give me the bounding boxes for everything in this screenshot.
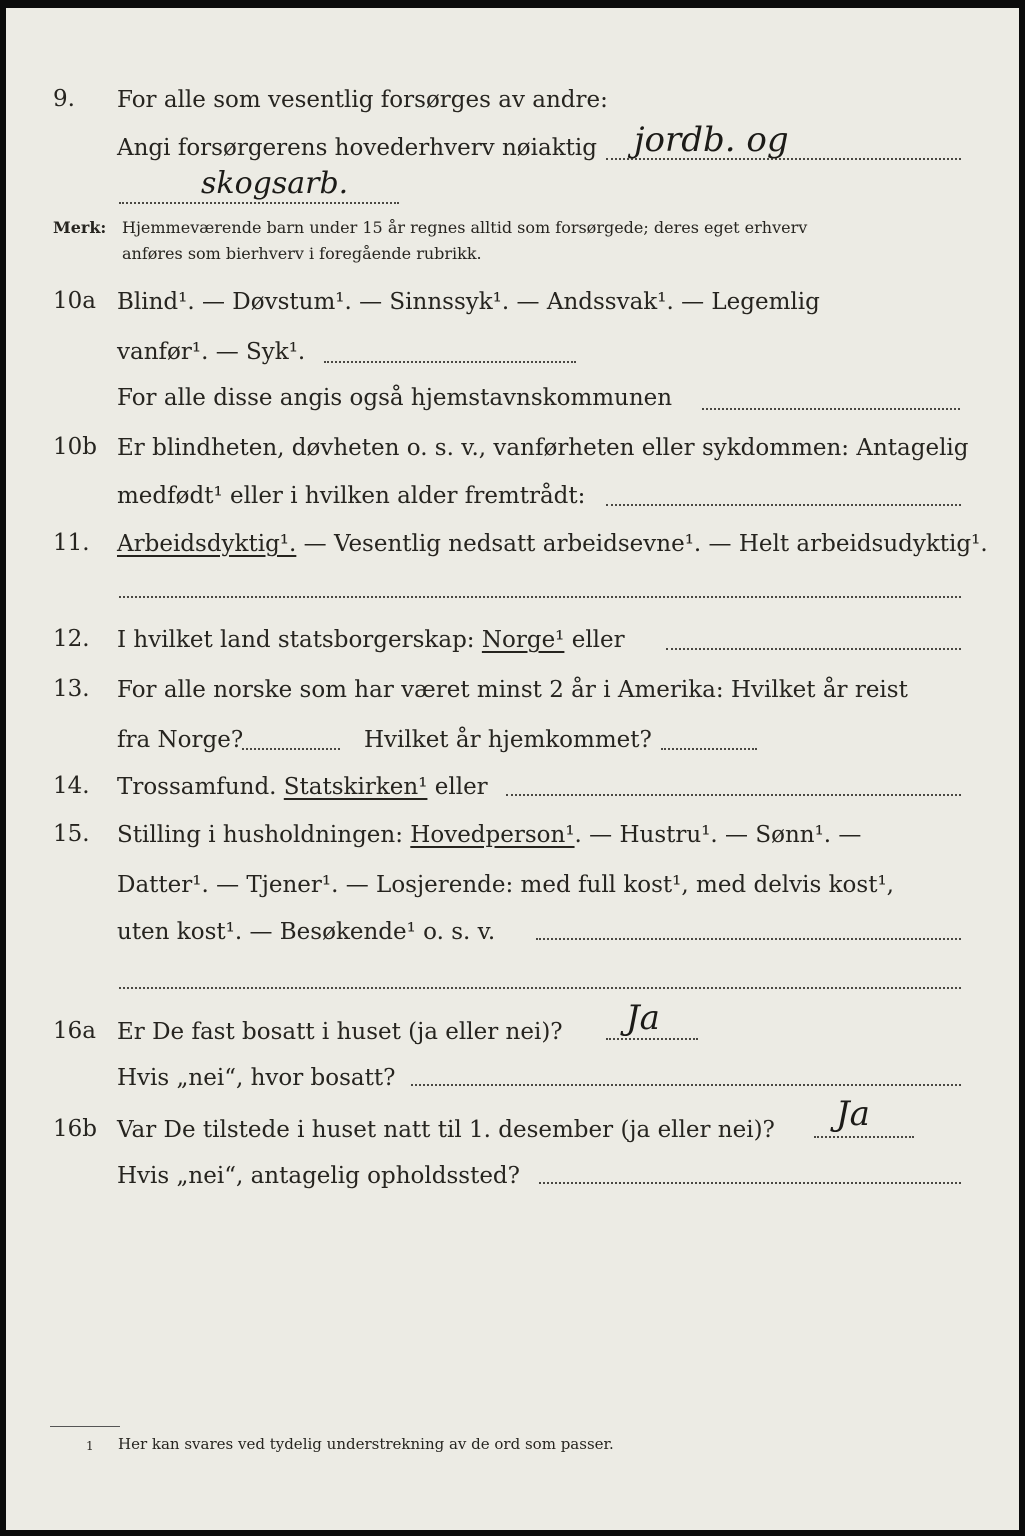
q13-number: 13. — [53, 676, 90, 702]
q11-rest: — Vesentlig nedsatt arbeidsevne¹. — Helt arbeidsudyktig¹. — [296, 531, 988, 557]
q12-pre: I hvilket land statsborgerskap: — [117, 627, 482, 653]
q10b-line2: medfødt¹ eller i hvilken alder fremtrådt: — [117, 483, 586, 509]
merk-line1: Hjemmeværende barn under 15 år regnes alltid som forsørgede; deres eget erhverv — [122, 218, 808, 237]
q13-line1: For alle norske som har været minst 2 år i Amerika: Hvilket år reist — [117, 677, 908, 703]
q15-text — [117, 821, 861, 849]
q10a-number: 10a — [53, 288, 96, 314]
q9-handwritten-answer2: skogsarb. — [201, 166, 349, 201]
q14-option-statskirken: Statskirken¹ — [283, 774, 428, 800]
q16a-line1: Er De fast bosatt i huset (ja eller nei)? — [117, 1019, 563, 1045]
q14-pre: Trossamfund. — [117, 774, 284, 800]
q9-handwritten-answer1: jordb. og — [634, 120, 789, 160]
q16b-answer-line — [814, 1136, 914, 1138]
q9-line1: For alle som vesentlig forsørges av andre: — [117, 87, 608, 113]
q15-line3: uten kost¹. — Besøkende¹ o. s. v. — [117, 919, 496, 945]
q12-option-norge: Norge¹ — [481, 627, 565, 653]
q14-text — [117, 773, 488, 801]
merk-line2: anføres som bierhverv i foregående rubrikk. — [122, 244, 482, 263]
q10b-number: 10b — [53, 434, 97, 460]
q9-line2: Angi forsørgerens hovederhverv nøiaktig — [117, 135, 597, 161]
q11-answer-line — [119, 596, 961, 598]
q10b-answer-line — [606, 504, 961, 506]
q12-number: 12. — [53, 626, 90, 652]
footnote-rule — [50, 1426, 120, 1427]
q11-text — [117, 530, 988, 558]
q16b-opholdssted-line — [539, 1182, 961, 1184]
q12-text — [117, 626, 625, 654]
q10a-line3: For alle disse angis også hjemstavnskommunen — [117, 385, 673, 411]
q10a-line1: Blind¹. — Døvstum¹. — Sinnssyk¹. — Andssvak¹. — Legemlig — [117, 289, 820, 315]
q16a-bosatt-line — [411, 1084, 961, 1086]
census-form-page — [6, 8, 1019, 1530]
q15-pre: Stilling i husholdningen: — [117, 822, 411, 848]
q10a-answer-line — [324, 361, 576, 363]
q15-answer-line2 — [119, 987, 961, 989]
q10a-kommune-line — [702, 408, 960, 410]
q9-answer-line2 — [119, 202, 399, 204]
q15-number: 15. — [53, 821, 90, 847]
q9-number: 9. — [53, 86, 75, 112]
q15-answer-line — [536, 938, 961, 940]
q16a-line2: Hvis „nei“, hvor bosatt? — [117, 1065, 396, 1091]
footnote-text: Her kan svares ved tydelig understrekning av de ord som passer. — [118, 1435, 614, 1453]
footnote-mark: 1 — [86, 1439, 94, 1453]
q16a-number: 16a — [53, 1018, 96, 1044]
q14-number: 14. — [53, 773, 90, 799]
q16a-handwritten-answer: Ja — [626, 998, 660, 1038]
q14-answer-line — [506, 794, 961, 796]
q16b-number: 16b — [53, 1116, 97, 1142]
q12-post: eller — [564, 627, 625, 653]
q10b-line1: Er blindheten, døvheten o. s. v., vanførheten eller sykdommen: Antagelig — [117, 435, 969, 461]
q13-line2a: fra Norge? — [117, 727, 244, 753]
merk-label: Merk: — [53, 218, 107, 237]
q10a-line2: vanfør¹. — Syk¹. — [117, 339, 306, 365]
q13-hjemkommet-line — [661, 748, 757, 750]
q16b-line2: Hvis „nei“, antagelig opholdssted? — [117, 1163, 520, 1189]
q15-post: . — Hustru¹. — Sønn¹. — — [574, 822, 862, 848]
q16a-answer-line — [606, 1038, 698, 1040]
q16b-handwritten-answer: Ja — [836, 1094, 870, 1134]
q11-number: 11. — [53, 530, 90, 556]
q15-option-hovedperson: Hovedperson¹ — [410, 822, 575, 848]
q12-answer-line — [666, 648, 961, 650]
q13-line2b: Hvilket år hjemkommet? — [364, 727, 652, 753]
q11-option-arbeidsdyktig: Arbeidsdyktig¹. — [117, 531, 297, 557]
q14-post: eller — [427, 774, 488, 800]
q16b-line1: Var De tilstede i huset natt til 1. desember (ja eller nei)? — [117, 1117, 775, 1143]
q15-line2: Datter¹. — Tjener¹. — Losjerende: med full kost¹, med delvis kost¹, — [117, 872, 894, 898]
q13-reist-line — [242, 748, 340, 750]
